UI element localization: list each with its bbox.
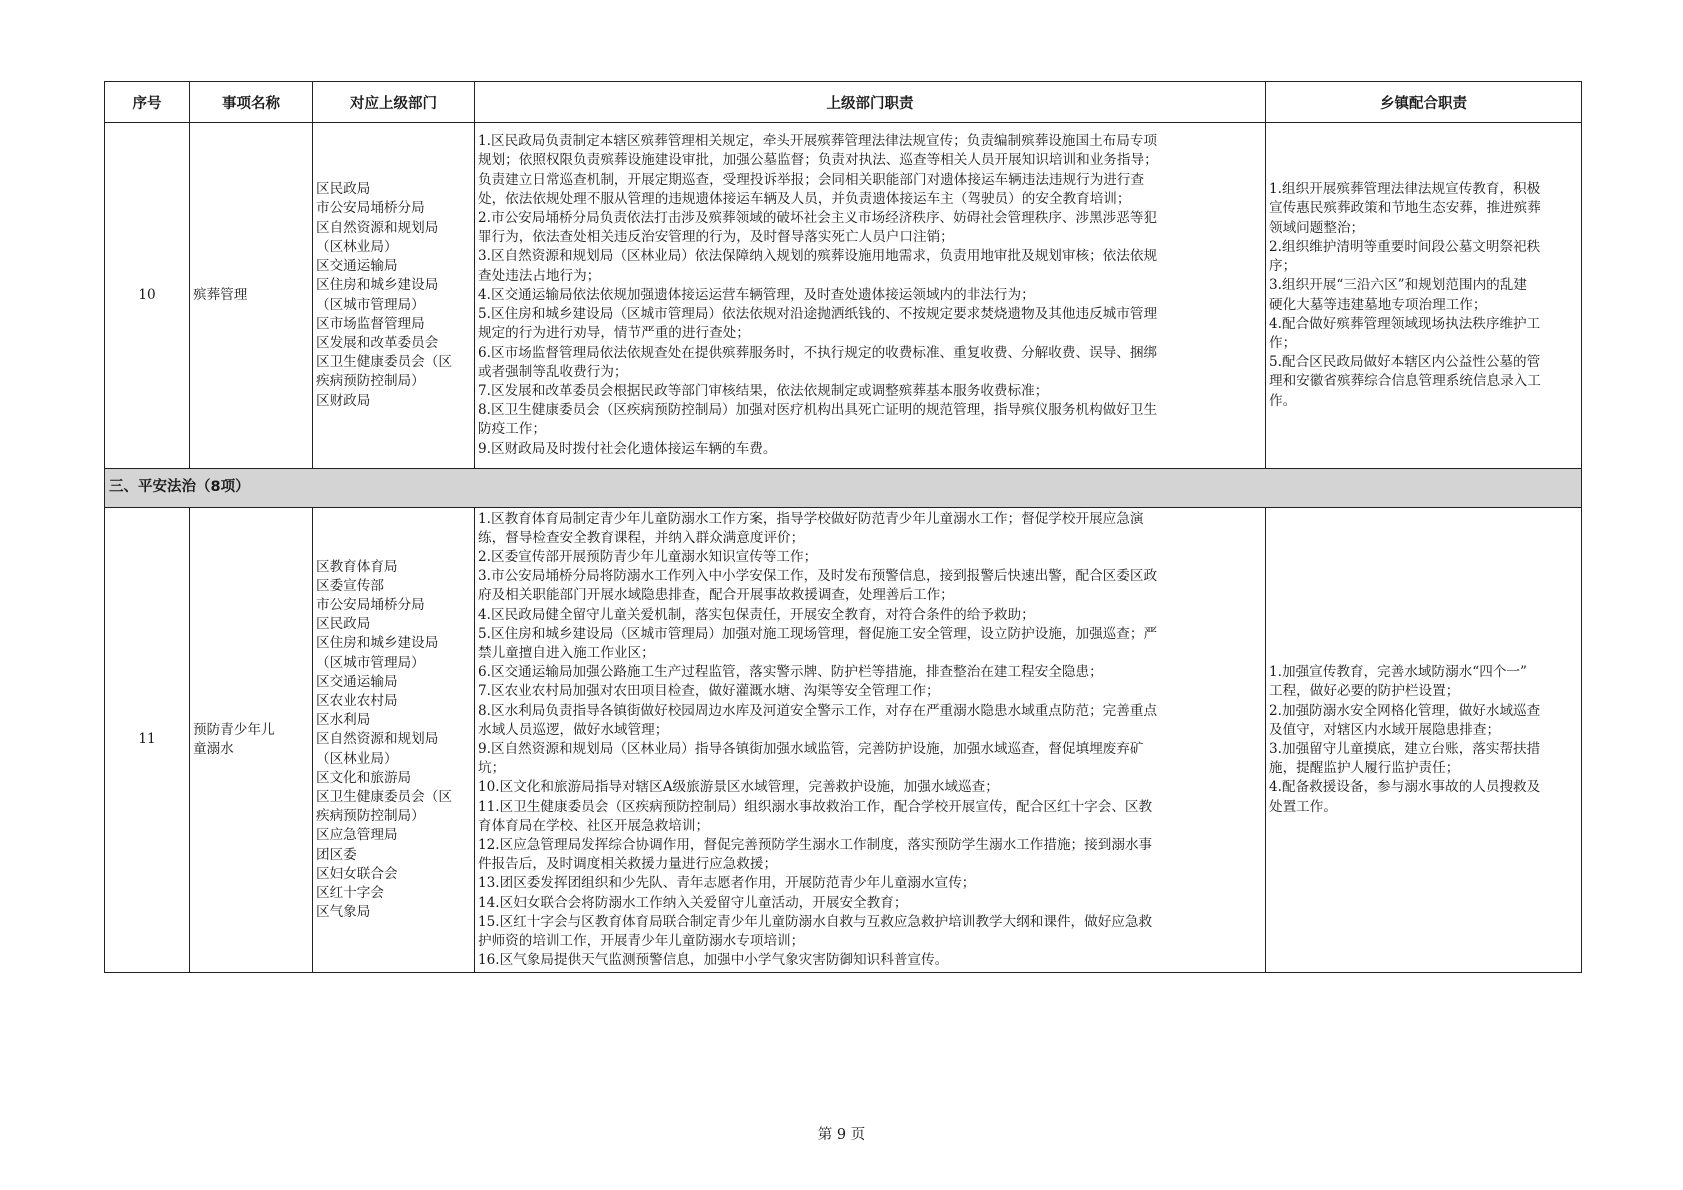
text-line: 负责建立日常巡查机制，开展定期巡查，受理投诉举报；会同相关职能部门对遗体接运车辆违法违规行为进行查 — [478, 171, 1145, 188]
text-line: 8.区卫生健康委员会（区疾病预防控制局）加强对医疗机构出具死亡证明的规范管理，指导殡仪服务机构做好卫生 — [478, 402, 1158, 419]
text-line: 或者强制等乱收费行为； — [478, 363, 628, 380]
text-line: 处置工作。 — [1269, 798, 1337, 815]
text-line: 3.组织开展“三沿六区”和规划范围内的乱建 — [1269, 277, 1527, 294]
text-line: 区市场监督管理局 — [316, 315, 425, 332]
row-item-name: 殡葬管理 — [190, 123, 313, 469]
text-line: 规定的行为进行劝导，情节严重的进行查处； — [478, 325, 750, 342]
text-line: 9.区财政局及时拨付社会化遗体接运车辆的车费。 — [478, 440, 777, 457]
text-line: 区卫生健康委员会（区 — [316, 354, 452, 371]
text-line: 区发展和改革委员会 — [316, 334, 439, 351]
text-line: （区林业局） — [316, 750, 398, 767]
text-line: 护师资的培训工作，开展青少年儿童防溺水专项培训； — [478, 933, 805, 950]
text-line: （区林业局） — [316, 238, 398, 255]
text-line: 防疫工作； — [478, 421, 546, 438]
text-line: 水域人员巡逻，做好水域管理； — [478, 721, 669, 738]
text-line: 3.加强留守儿童摸底，建立台账，落实帮扶措 — [1269, 741, 1541, 757]
header-item-name: 事项名称 — [190, 82, 313, 123]
text-line: 件报告后，及时调度相关救援力量进行应急救援； — [478, 856, 778, 873]
row-item-name-text: 预防青少年儿童溺水 — [193, 721, 275, 757]
section-title: 三、平安法治（8项） — [105, 469, 1582, 508]
text-line: 区教育体育局 — [316, 558, 398, 575]
text-line: 练，督导检查安全教育课程，并纳入群众满意度评价； — [478, 529, 805, 546]
text-line: 区委宣传部 — [316, 577, 384, 594]
text-line: 宣传惠民殡葬政策和节地生态安葬，推进殡葬 — [1269, 200, 1541, 217]
text-line: 序； — [1269, 258, 1297, 275]
text-line: 区自然资源和规划局 — [316, 731, 439, 748]
text-line: 理和安徽省殡葬综合信息管理系统信息录入工 — [1269, 373, 1541, 390]
row-departments — [313, 508, 475, 973]
text-line: 区民政局 — [316, 616, 371, 633]
row-departments — [313, 123, 475, 469]
text-line: 1.区教育体育局制定青少年儿童防溺水工作方案，指导学校做好防范青少年儿童溺水工作；督促学校开展应急演 — [478, 510, 1144, 527]
text-line: 作。 — [1269, 392, 1297, 409]
responsibility-table — [104, 81, 1582, 973]
row-department-duties — [475, 508, 1266, 973]
text-line: 8.区水利局负责指导各镇街做好校园周边水库及河道安全警示工作，对存在严重溺水隐患水域重点防范；完善重点 — [478, 702, 1158, 719]
text-line: 区民政局 — [316, 181, 371, 198]
text-line: 区住房和城乡建设局 — [316, 277, 439, 294]
text-line: 13.团区委发挥团组织和少先队、青年志愿者作用，开展防范青少年儿童溺水宣传； — [478, 875, 976, 892]
text-line: 6.区交通运输局加强公路施工生产过程监管，落实警示牌、防护栏等措施，排查整治在建工程安全隐患； — [478, 664, 1103, 681]
text-line: 1.区民政局负责制定本辖区殡葬管理相关规定，牵头开展殡葬管理法律法规宣传；负责编制殡葬设施国土布局专项 — [478, 133, 1158, 150]
text-line: 规划；依照权限负责殡葬设施建设审批，加强公墓监督；负责对执法、巡查等相关人员开展知识培训和业务指导； — [478, 152, 1158, 169]
text-line: 育体育局在学校、社区开展急救培训； — [478, 817, 710, 834]
text-line: 禁儿童擅自进入施工作业区； — [478, 644, 655, 661]
text-line: 工程，做好必要的防护栏设置； — [1269, 683, 1460, 700]
text-line: 疾病预防控制局） — [316, 808, 425, 825]
text-line: 区红十字会 — [316, 885, 384, 902]
table-header-row — [105, 82, 1582, 123]
row-no: 10 — [105, 123, 190, 469]
text-line: 5.配合区民政局做好本辖区内公益性公墓的管 — [1269, 354, 1541, 371]
text-line: 2.市公安局埇桥分局负责依法打击涉及殡葬领域的破坏社会主义市场经济秩序、妨碍社会管理秩序、涉黑涉恶等犯 — [478, 210, 1158, 227]
text-line: 领域问题整治； — [1269, 219, 1365, 236]
text-line: 16.区气象局提供天气监测预警信息，加强中小学气象灾害防御知识科普宣传。 — [478, 952, 949, 969]
header-town-duties: 乡镇配合职责 — [1266, 82, 1582, 123]
text-line: 1.加强宣传教育，完善水域防溺水“四个一” — [1269, 664, 1527, 681]
text-line: 5.区住房和城乡建设局（区城市管理局）依法依规对沿途抛洒纸钱的、不按规定要求焚烧遗物及其他违反城市管理 — [478, 306, 1158, 323]
text-line: 2.组织维护清明等重要时间段公墓文明祭祀秩 — [1269, 238, 1541, 255]
header-no: 序号 — [105, 82, 190, 123]
text-line: 4.区交通运输局依法依规加强遗体接运运营车辆管理，及时查处遗体接运领域内的非法行为； — [478, 286, 1035, 303]
row-department-duties — [475, 123, 1266, 469]
text-line: 处，依法依规处理不服从管理的违规遗体接运车辆及人员，并负责遗体接运车主（驾驶员）的安全教育培训； — [478, 190, 1131, 207]
text-line: 区交通运输局 — [316, 258, 398, 275]
text-line: 市公安局埇桥分局 — [316, 200, 425, 217]
text-line: 14.区妇女联合会将防溺水工作纳入关爱留守儿童活动，开展安全教育； — [478, 894, 908, 911]
text-line: 10.区文化和旅游局指导对辖区A级旅游景区水域管理，完善救护设施，加强水域巡查； — [478, 779, 999, 796]
text-line: 施，提醒监护人履行监护责任； — [1269, 760, 1460, 777]
text-line: 坑； — [478, 760, 506, 777]
row-town-duties — [1266, 508, 1582, 973]
text-line: 4.配备救援设备，参与溺水事故的人员搜救及 — [1269, 779, 1541, 796]
text-line: 11.区卫生健康委员会（区疾病预防控制局）组织溺水事故救治工作，配合学校开展宣传，配合区红十字会、区教 — [478, 798, 1153, 815]
text-line: 及值守，对辖区内水域开展隐患排查； — [1269, 721, 1501, 738]
text-line: 区财政局 — [316, 392, 371, 409]
text-line: 查处违法占地行为； — [478, 267, 601, 284]
text-line: 7.区发展和改革委员会根据民政等部门审核结果，依法依规制定或调整殡葬基本服务收费标准； — [478, 382, 1049, 399]
text-line: 区文化和旅游局 — [316, 769, 412, 786]
text-line: 6.区市场监督管理局依法依规查处在提供殡葬服务时，不执行规定的收费标准、重复收费、分解收费、误导、捆绑 — [478, 344, 1158, 361]
row-item-name — [190, 508, 313, 973]
text-line: 1.组织开展殡葬管理法律法规宣传教育，积极 — [1269, 181, 1541, 198]
text-line: 12.区应急管理局发挥综合协调作用，督促完善预防学生溺水工作制度，落实预防学生溺水工作措施；接到溺水事 — [478, 837, 1153, 854]
header-departments: 对应上级部门 — [313, 82, 475, 123]
text-line: 15.区红十字会与区教育体育局联合制定青少年儿童防溺水自救与互救应急救护培训教学大纲和课件，做好应急救 — [478, 913, 1153, 930]
text-line: 区卫生健康委员会（区 — [316, 789, 452, 805]
text-line: 区妇女联合会 — [316, 865, 398, 882]
text-line: 4.配合做好殡葬管理领域现场执法秩序维护工 — [1269, 315, 1541, 332]
text-line: 罪行为，依法查处相关违反治安管理的行为，及时督导落实死亡人员户口注销； — [478, 229, 954, 246]
text-line: 9.区自然资源和规划局（区林业局）指导各镇街加强水域监管，完善防护设施，加强水域巡查，督促填埋废弃矿 — [478, 741, 1144, 757]
section-row — [105, 469, 1582, 508]
text-line: 作； — [1269, 334, 1297, 351]
text-line: （区城市管理局） — [316, 296, 425, 313]
text-line: 疾病预防控制局） — [316, 373, 425, 390]
text-line: 区气象局 — [316, 904, 371, 921]
text-line: 区交通运输局 — [316, 673, 398, 690]
text-line: 区水利局 — [316, 712, 371, 729]
text-line: 区住房和城乡建设局 — [316, 635, 439, 652]
responsibility-table-wrapper — [104, 81, 1581, 973]
text-line: 3.市公安局埇桥分局将防溺水工作列入中小学安保工作，及时发布预警信息，接到报警后快速出警，配合区委区政 — [478, 568, 1158, 585]
text-line: 5.区住房和城乡建设局（区城市管理局）加强对施工现场管理，督促施工安全管理，设立防护设施，加强巡查；严 — [478, 625, 1158, 642]
text-line: 硬化大墓等违建墓地专项治理工作； — [1269, 296, 1487, 313]
header-department-duties: 上级部门职责 — [475, 82, 1266, 123]
text-line: 区农业农村局 — [316, 692, 398, 709]
text-line: 4.区民政局健全留守儿童关爱机制，落实包保责任，开展安全教育，对符合条件的给予救助； — [478, 606, 1035, 623]
text-line: 团区委 — [316, 846, 357, 863]
text-line: （区城市管理局） — [316, 654, 425, 671]
row-town-duties — [1266, 123, 1582, 469]
text-line: 2.区委宣传部开展预防青少年儿童溺水知识宣传等工作； — [478, 548, 818, 565]
text-line: 3.区自然资源和规划局（区林业局）依法保障纳入规划的殡葬设施用地需求，负责用地审批及规划审核；依法依规 — [478, 248, 1158, 265]
text-line: 区应急管理局 — [316, 827, 398, 844]
text-line: 市公安局埇桥分局 — [316, 596, 425, 613]
page-number: 第 9 页 — [817, 1127, 866, 1143]
text-line: 7.区农业农村局加强对农田项目检查，做好灌溉水塘、沟渠等安全管理工作； — [478, 683, 940, 700]
table-row — [105, 123, 1582, 469]
table-row — [105, 508, 1582, 973]
row-no: 11 — [105, 508, 190, 973]
text-line: 2.加强防溺水安全网格化管理，做好水域巡查 — [1269, 702, 1541, 719]
text-line: 区自然资源和规划局 — [316, 219, 439, 236]
text-line: 府及相关职能部门开展水域隐患排查，配合开展事故救援调查，处理善后工作； — [478, 587, 954, 604]
